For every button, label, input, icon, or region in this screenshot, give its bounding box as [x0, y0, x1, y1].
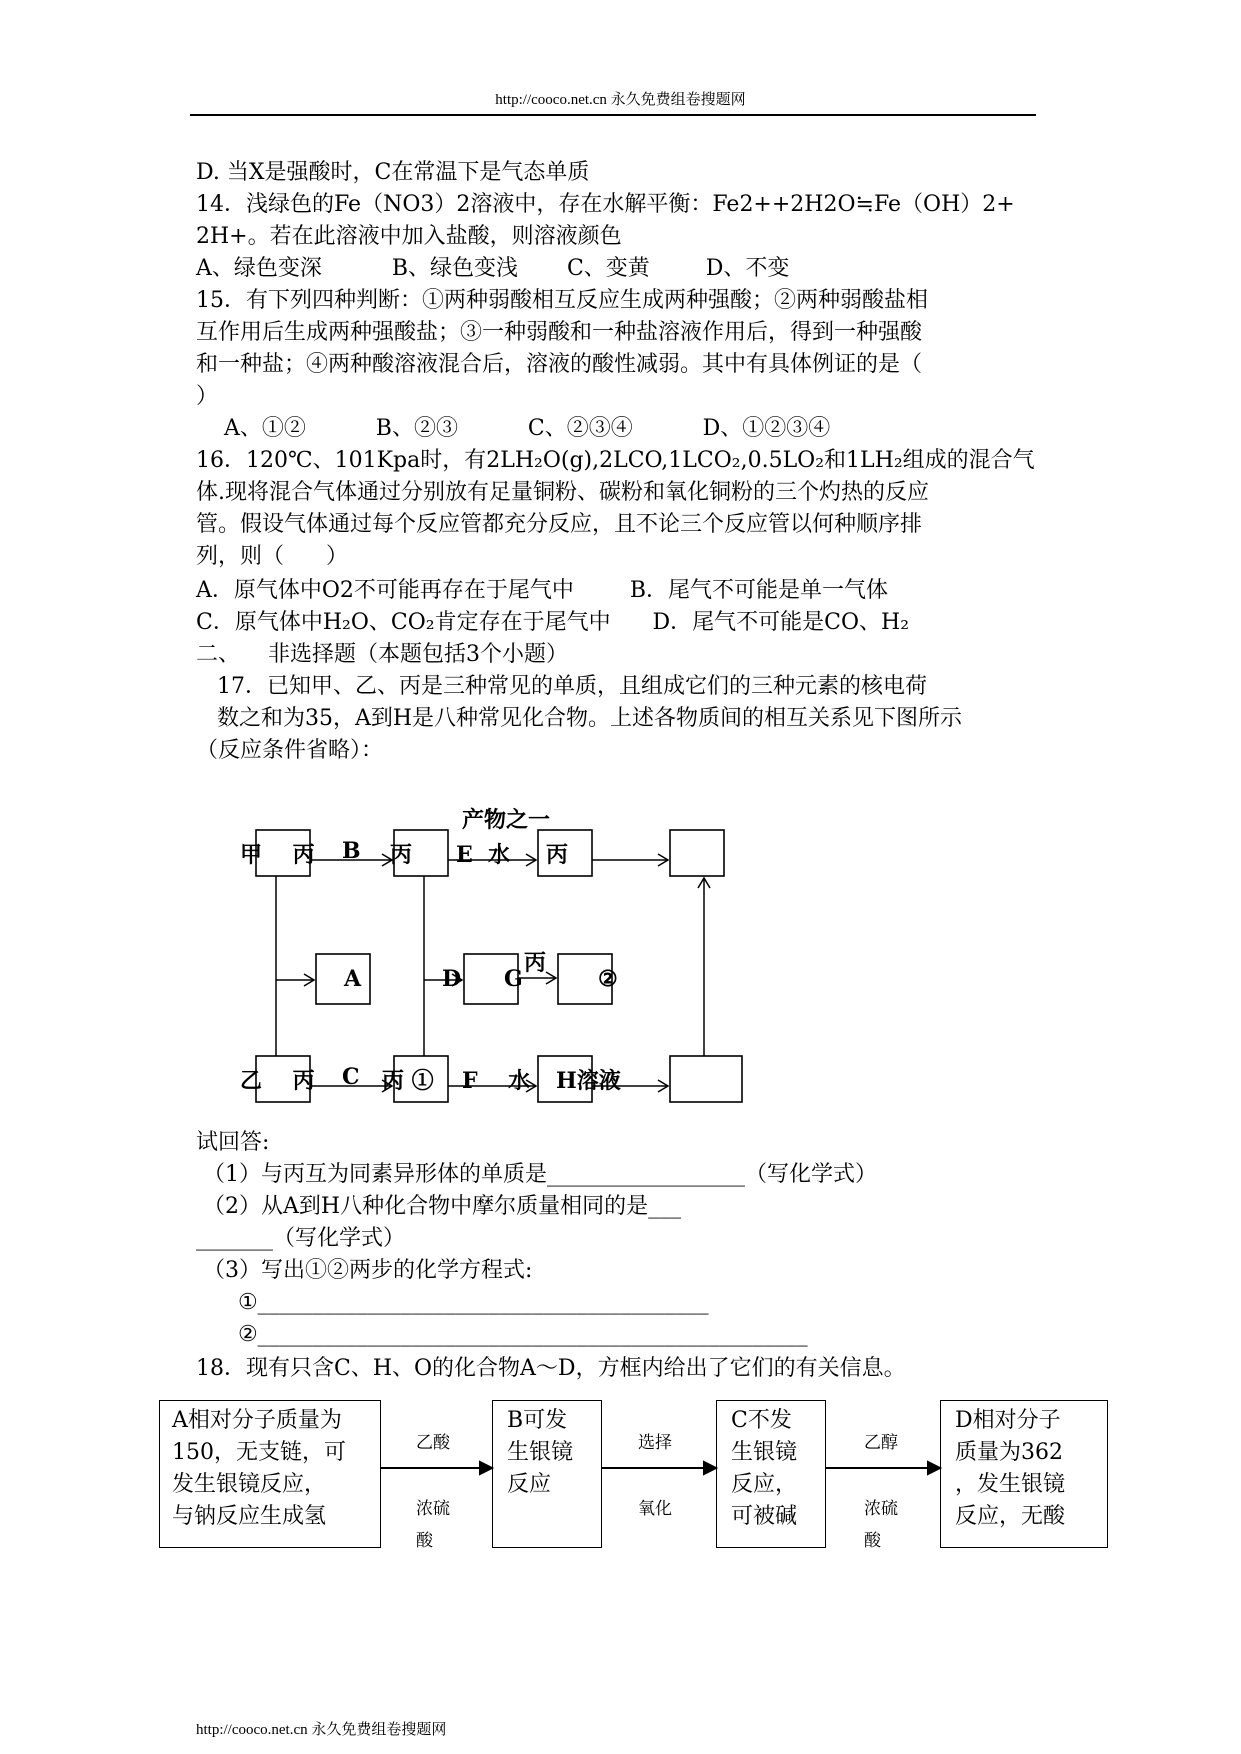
diagram-label: 丙 — [524, 950, 547, 976]
box-text: ，发生银镜 — [955, 1472, 1066, 1497]
box-text: 150，无支链，可 — [172, 1440, 346, 1465]
text-line: 数之和为35，A到H是八种常见化合物。上述各物质间的相互关系见下图所示 — [196, 706, 963, 731]
diagram-label: 乙 丙 — [240, 1068, 315, 1094]
box-text: D相对分子 — [955, 1408, 1061, 1433]
box-text: 生银镜 — [507, 1440, 574, 1465]
diagram-label: 丙 ① — [382, 1068, 434, 1094]
text-line: _______（写化学式） — [196, 1226, 406, 1251]
diagram-label: E 水 — [456, 842, 511, 868]
arrow-label: 乙醇 — [864, 1433, 898, 1452]
text-line: A、绿色变深 B、绿色变浅 C、变黄 D、不变 — [196, 256, 790, 281]
box-text: 生银镜 — [731, 1440, 798, 1465]
text-line: 管。假设气体通过每个反应管都充分反应，且不论三个反应管以何种顺序排 — [196, 512, 923, 537]
box-text: 与钠反应生成氢 — [172, 1504, 327, 1529]
diagram-label: 产物之一 — [462, 807, 551, 833]
arrow-label: 乙酸 — [416, 1433, 450, 1452]
text-line: （2）从A到H八种化合物中摩尔质量相同的是___ — [196, 1194, 682, 1219]
text-line: 体.现将混合气体通过分别放有足量铜粉、碳粉和氧化铜粉的三个灼热的反应 — [196, 480, 929, 505]
text-line: 和一种盐；④两种酸溶液混合后，溶液的酸性减弱。其中有具体例证的是（ — [196, 352, 923, 377]
diagram-label: H溶液 — [556, 1068, 621, 1094]
text-line: 互作用后生成两种强酸盐；③一种弱酸和一种盐溶液作用后，得到一种强酸 — [196, 320, 923, 345]
diagram-label: F 水 — [462, 1068, 531, 1094]
text-line: 16．120℃、101Kpa时，有2LH₂O(g),2LCO,1LCO₂,0.5LO₂和1LH₂组成的混合气 — [196, 448, 1035, 473]
box-text: 质量为362 — [955, 1440, 1063, 1465]
box-text: 可被碱 — [731, 1504, 798, 1529]
text-line: C．原气体中H₂O、CO₂肯定存在于尾气中 D．尾气不可能是CO、H₂ — [196, 610, 910, 635]
text-line: 15．有下列四种判断：①两种弱酸相互反应生成两种强酸；②两种弱酸盐相 — [196, 288, 928, 313]
arrow-label: 浓硫 — [864, 1499, 898, 1518]
arrow-label: 选择 — [638, 1433, 672, 1452]
page-header: http://cooco.net.cn 永久免费组卷搜题网 — [495, 92, 746, 108]
text-line: 14．浅绿色的Fe（NO3）2溶液中，存在水解平衡：Fe2++2H2O≒Fe（OH）2+ — [196, 192, 1015, 217]
box-text: 反应，无酸 — [955, 1504, 1066, 1529]
arrow-label: 氧化 — [638, 1499, 672, 1518]
diagram-label: ② — [598, 966, 618, 992]
diagram-label: C — [342, 1064, 360, 1090]
diagram-label: B — [342, 838, 361, 864]
text-line: 2H+。若在此溶液中加入盐酸，则溶液颜色 — [196, 224, 622, 249]
text-line: 列，则（ ） — [196, 544, 348, 569]
diagram-label: 丙 — [390, 842, 413, 868]
text-line: A、①② B、②③ C、②③④ D、①②③④ — [196, 416, 831, 441]
text-line: （3）写出①②两步的化学方程式: — [196, 1258, 533, 1283]
text-line: A．原气体中O2不可能再存在于尾气中 B．尾气不可能是单一气体 — [196, 578, 889, 603]
box-text: A相对分子质量为 — [172, 1408, 342, 1433]
box-text: 发生银镜反应， — [172, 1472, 327, 1497]
arrow-label: 酸 — [416, 1531, 433, 1550]
text-line: 17．已知甲、乙、丙是三种常见的单质，且组成它们的三种元素的核电荷 — [196, 674, 927, 699]
box-text: C不发 — [731, 1408, 792, 1433]
text-line: 二、 非选择题（本题包括3个小题） — [196, 642, 568, 667]
arrow-label: 酸 — [864, 1531, 881, 1550]
text-line: D. 当X是强酸时，C在常温下是气态单质 — [196, 160, 590, 185]
page-footer: http://cooco.net.cn 永久免费组卷搜题网 — [196, 1722, 447, 1738]
text-line: ①_________________________________________ — [196, 1290, 709, 1315]
box-text: B可发 — [507, 1408, 568, 1433]
text-line: 试回答: — [196, 1130, 270, 1155]
text-line: （1）与丙互为同素异形体的单质是__________________（写化学式） — [196, 1162, 877, 1187]
diagram-label: 丙 — [546, 842, 569, 868]
text-line: ） — [196, 384, 219, 409]
diagram-label: G — [504, 966, 523, 992]
text-line: （反应条件省略）： — [196, 738, 384, 763]
text-line: 18．现有只含C、H、O的化合物A～D，方框内给出了它们的有关信息。 — [196, 1356, 906, 1381]
arrow-label: 浓硫 — [416, 1499, 450, 1518]
box-text: 反应， — [731, 1472, 798, 1497]
diagram-label: D — [442, 966, 462, 992]
text-line: ②__________________________________________________ — [196, 1322, 808, 1347]
diagram-label: 甲 丙 — [240, 842, 315, 868]
diagram-label: A — [344, 966, 362, 992]
box-text: 反应 — [507, 1472, 552, 1497]
